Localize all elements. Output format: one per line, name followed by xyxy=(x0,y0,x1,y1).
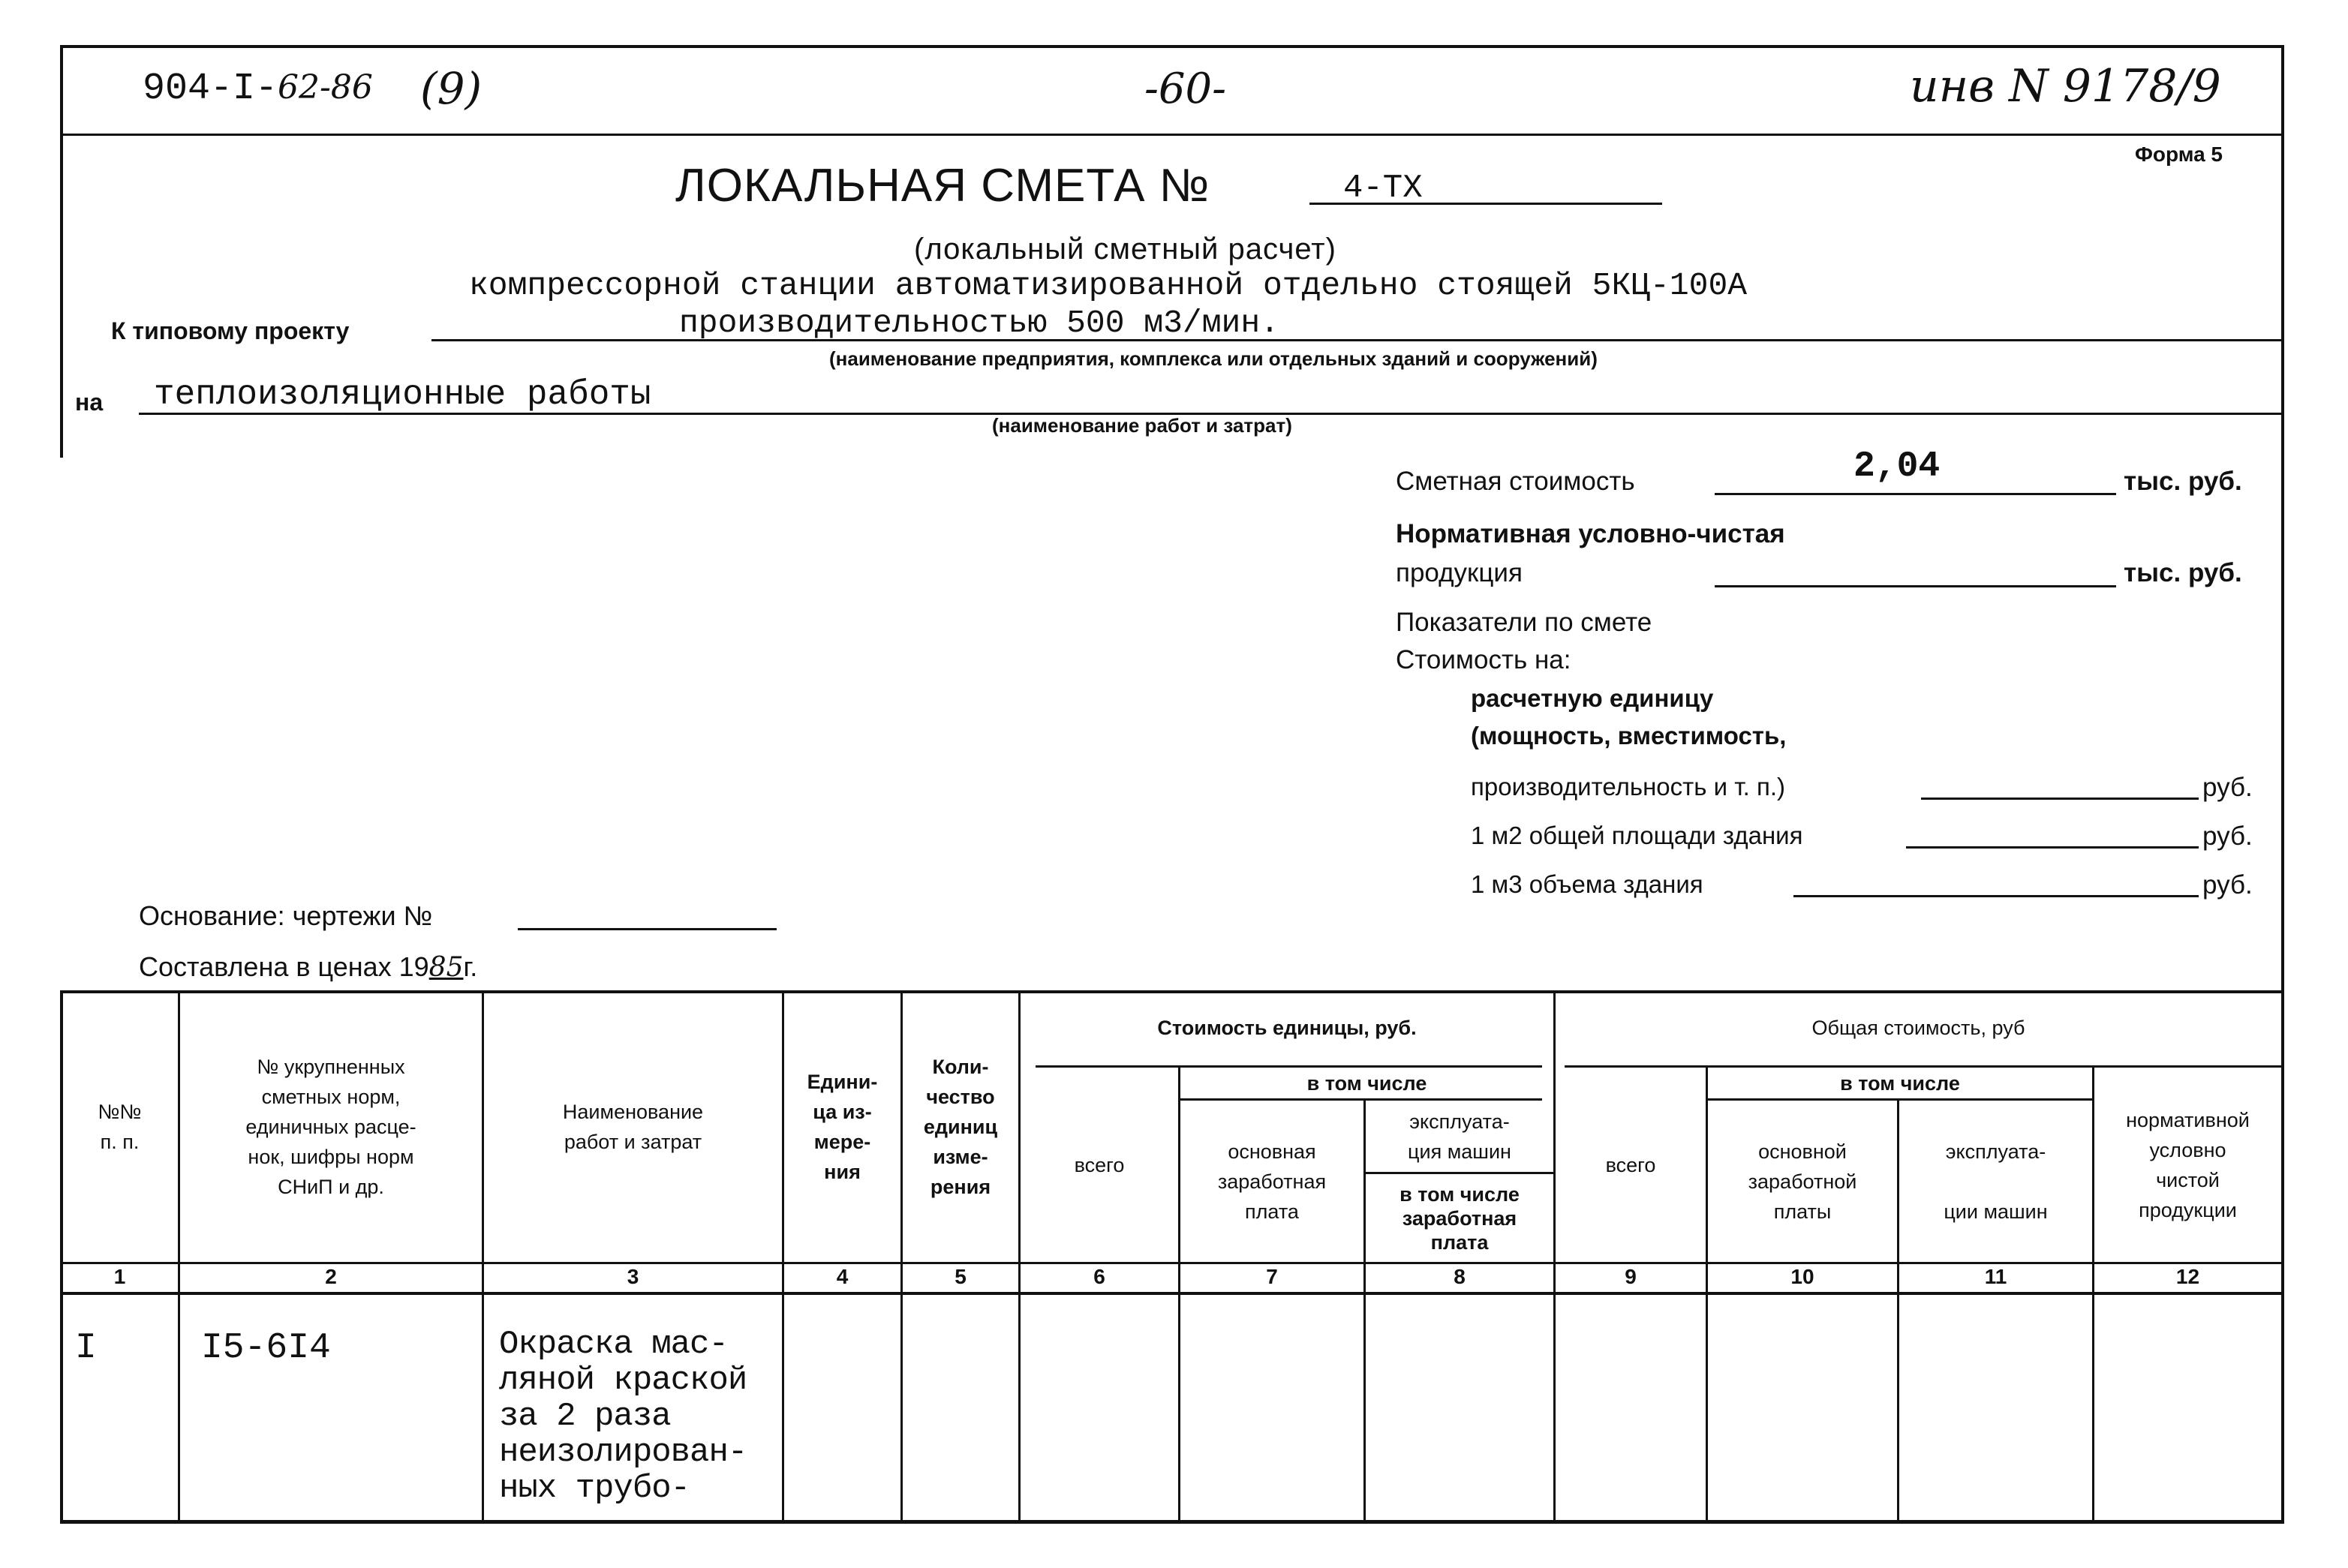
area-line xyxy=(1906,846,2199,849)
normative-label: Нормативная условно-чистая xyxy=(1396,519,1785,548)
area-rub: руб. xyxy=(2202,822,2253,851)
normative-unit: тыс. руб. xyxy=(2124,558,2242,587)
col-number: 8 xyxy=(1454,1265,1466,1288)
page-title: ЛОКАЛЬНАЯ СМЕТА № xyxy=(675,160,1210,212)
col-header-base-wage: основная заработная плата xyxy=(1217,1140,1327,1223)
frame-right xyxy=(2281,45,2284,1523)
works-caption: (наименование работ и затрат) xyxy=(992,414,1292,437)
project-caption: (наименование предприятия, комплекса или отдельных зданий и сооружений) xyxy=(829,347,1598,370)
unit-label-2: (мощность, вместимость, xyxy=(1471,722,1787,749)
col-number: 2 xyxy=(325,1265,337,1288)
project-name-line1: компрессорной станции автоматизированной отдельно стоящей 5КЦ-100А xyxy=(469,267,1748,304)
sub-rule xyxy=(1363,1172,1553,1174)
row-number: I xyxy=(75,1328,97,1368)
cost-per-label: Стоимость на: xyxy=(1396,645,1571,674)
project-name-line2: производительностью 500 м3/мин. xyxy=(679,305,1279,341)
unit-line xyxy=(1921,798,2199,800)
col-number: 11 xyxy=(1984,1265,2007,1288)
estimate-number-line xyxy=(1309,203,1662,205)
normative-label-2: продукция xyxy=(1396,558,1523,587)
header-bottom xyxy=(62,1262,2281,1264)
cost-value: 2,04 xyxy=(1853,446,1941,487)
col-header-total: всего xyxy=(1605,1154,1656,1176)
works-value: теплоизоляционные работы xyxy=(154,375,651,414)
group-rule xyxy=(1036,1065,1542,1068)
frame-top xyxy=(62,45,2284,48)
area-label: 1 м2 общей площади здания xyxy=(1471,822,1803,849)
form-label: Форма 5 xyxy=(2135,143,2223,166)
page-number: -60- xyxy=(1144,65,1227,113)
col-header-base-wage-total: основной заработной платы xyxy=(1748,1140,1857,1223)
col-header-normative: нормативной условно чистой продукции xyxy=(2126,1109,2250,1221)
unit-label-3: производительность и т. п.) xyxy=(1471,773,1786,801)
doc-code: 904-I-62-86 xyxy=(143,68,373,110)
row-norm-code: I5-6I4 xyxy=(201,1328,331,1368)
incl-header-1: в том числе xyxy=(1306,1072,1427,1095)
incl-header-2: в том числе xyxy=(1840,1072,1960,1095)
project-label: К типовому проекту xyxy=(111,317,350,344)
unit-label-1: расчетную единицу xyxy=(1471,684,1714,712)
volume-label: 1 м3 объема здания xyxy=(1471,870,1703,898)
subtitle: (локальный сметный расчет) xyxy=(914,233,1336,266)
group-header-unit-cost: Стоимость единицы, руб. xyxy=(1157,1017,1417,1039)
col-header-quantity: Коли- чество единиц изме- рения xyxy=(923,1056,998,1198)
basis-drawings-line xyxy=(518,928,777,930)
col-header-unit: Едини- ца из- мере- ния xyxy=(807,1071,878,1183)
volume-line xyxy=(1793,895,2199,897)
row-work-name: Окраска мас- ляной краской за 2 раза неизолирован- ных трубо- xyxy=(499,1326,747,1507)
cost-label: Сметная стоимость xyxy=(1396,467,1635,496)
col-header-norms: № укрупненных сметных норм, единичных расце- нок, шифры норм СНиП и др. xyxy=(245,1056,416,1198)
header-divider xyxy=(62,134,2283,136)
col-number: 6 xyxy=(1093,1265,1105,1288)
indicators-label: Показатели по смете xyxy=(1396,608,1652,637)
cost-unit: тыс. руб. xyxy=(2124,467,2242,496)
col-number: 1 xyxy=(113,1265,126,1288)
col-header-machines-wage: в том числе заработная плата xyxy=(1399,1183,1520,1254)
col-header-machines: эксплуата- ция машин xyxy=(1408,1110,1511,1163)
col-number: 3 xyxy=(627,1265,639,1288)
col-header-work-name: Наименование работ и затрат xyxy=(562,1101,704,1153)
basis-prices: Составлена в ценах 1985г. xyxy=(139,951,478,983)
col-number: 7 xyxy=(1266,1265,1278,1288)
group-rule xyxy=(1565,1065,2281,1068)
col-number: 10 xyxy=(1790,1265,1814,1288)
subgroup-rule xyxy=(1178,1098,1542,1101)
col-number: 5 xyxy=(955,1265,967,1288)
col-header-total-unit: всего xyxy=(1074,1154,1125,1176)
col-header-no: №№ п. п. xyxy=(98,1101,142,1153)
cost-line xyxy=(1715,493,2116,495)
col-number: 12 xyxy=(2175,1265,2200,1288)
works-label: на xyxy=(75,389,104,416)
subgroup-rule xyxy=(1706,1098,2092,1101)
col-header-machines-total: эксплуата- ции машин xyxy=(1944,1140,2048,1223)
normative-line xyxy=(1715,585,2116,587)
volume-rub: руб. xyxy=(2202,870,2253,900)
estimate-number: 4-ТХ xyxy=(1343,170,1423,207)
frame-bottom xyxy=(60,1520,2284,1524)
sheet-number: (9) xyxy=(420,63,483,114)
basis-drawings: Основание: чертежи № xyxy=(139,900,433,931)
frame-left-top xyxy=(60,45,63,458)
col-number: 9 xyxy=(1625,1265,1637,1288)
numbers-bottom xyxy=(62,1292,2281,1295)
unit-rub: руб. xyxy=(2202,773,2253,802)
col-number: 4 xyxy=(836,1265,849,1288)
group-header-total-cost: Общая стоимость, руб xyxy=(1811,1017,2025,1039)
inventory-number: инв N 9178/9 xyxy=(1910,60,2221,113)
